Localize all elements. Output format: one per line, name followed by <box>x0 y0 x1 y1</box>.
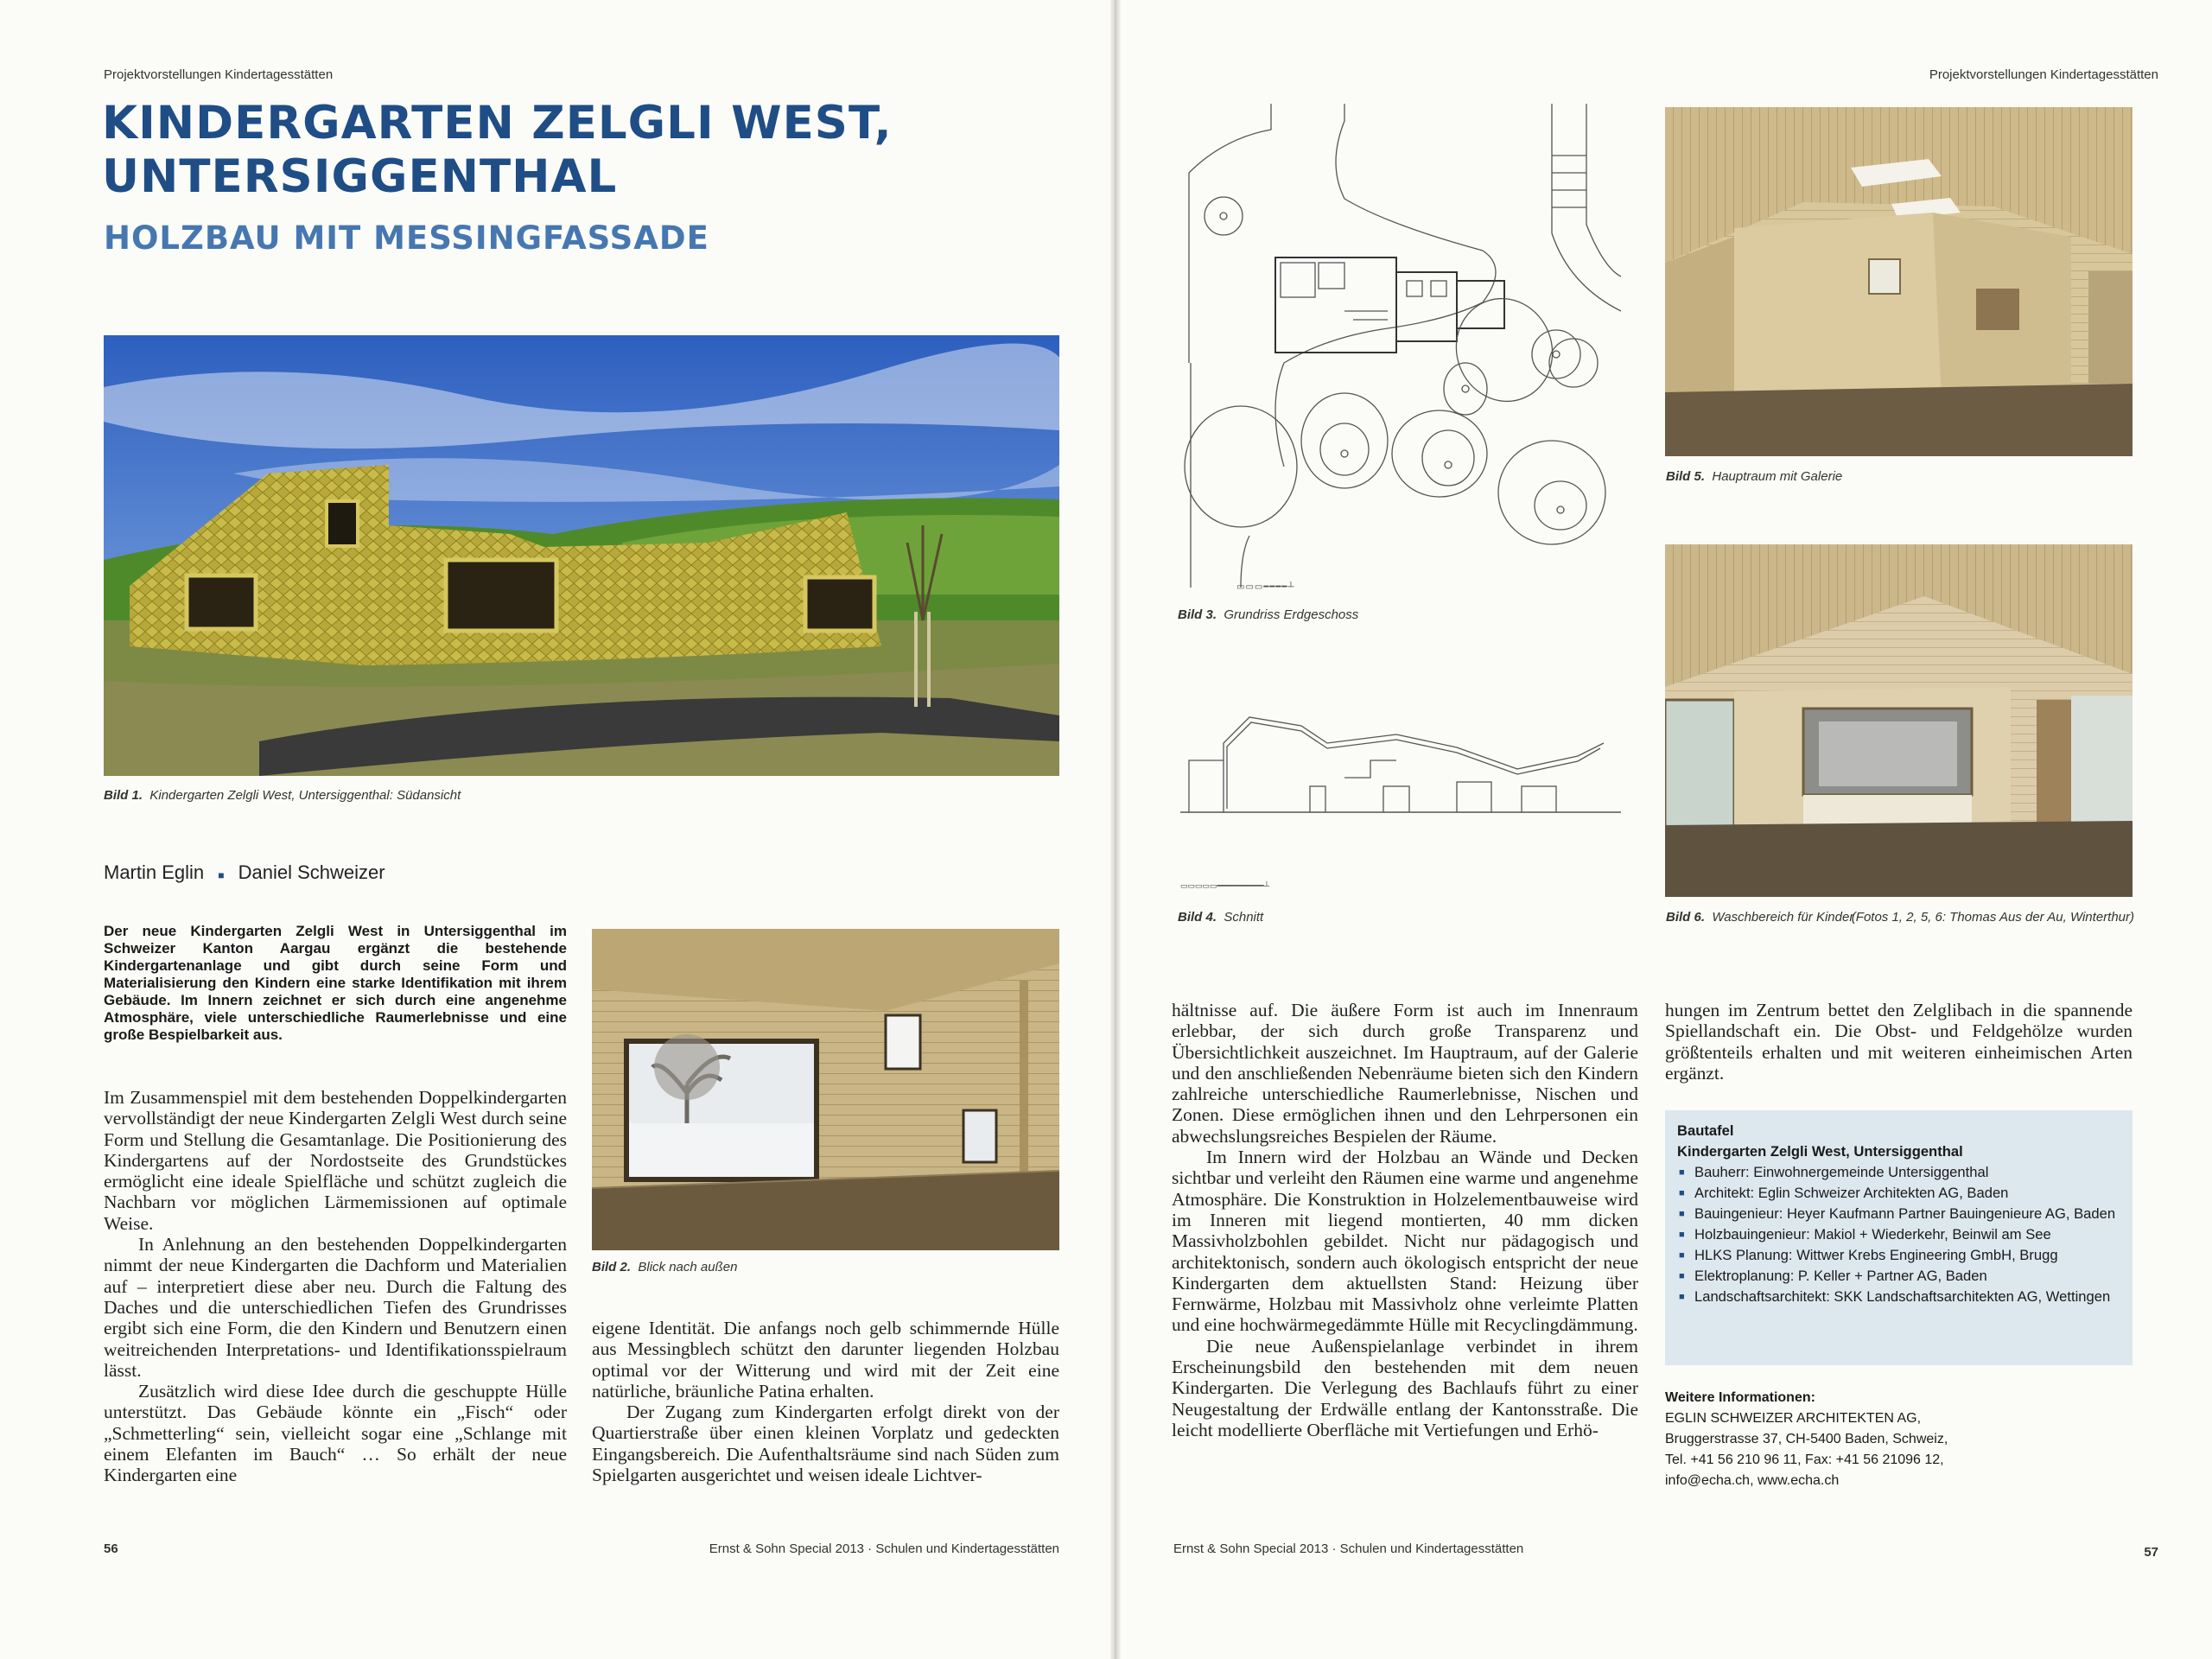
author-1: Martin Eglin <box>104 861 205 883</box>
page-footer: Ernst & Sohn Special 2013 · Schulen und Kindertagesstätten <box>709 1541 1059 1556</box>
photo-credit-text: (Fotos 1, 2, 5, 6: Thomas Aus der Au, Winterthur) <box>1851 910 2134 925</box>
article-title <box>102 97 893 204</box>
page-footer: Ernst & Sohn Special 2013 · Schulen und Kindertagesstätten <box>1173 1541 1524 1556</box>
paragraph: Zusätzlich wird diese Idee durch die geschuppte Hülle unterstützt. Das Gebäude könnte ein „Fisch“ oder „Schmetterling“ sein, vielleicht sogar eine „Schlange mit einem Elefanten im Bauch“ … So erhält der neue Kindergarten eine <box>104 1381 567 1486</box>
main-room-photo <box>1665 107 2133 456</box>
ground-floor-plan-image <box>1172 104 1621 588</box>
figure-5-label: Bild 5. <box>1666 469 1706 484</box>
page-number: 57 <box>2144 1545 2158 1560</box>
authors <box>104 861 385 884</box>
info-line: EGLIN SCHWEIZER ARCHITEKTEN AG, <box>1665 1411 1922 1426</box>
article-subtitle: HOLZBAU MIT MESSINGFASSADE <box>104 219 709 257</box>
right-page <box>1116 0 2212 1659</box>
list-item: ■ Holzbauingenieur: Makiol + Wiederkehr, Beinwil am See <box>1677 1224 2120 1245</box>
author-separator-icon: ■ <box>218 869 225 881</box>
title-line-1: KINDERGARTEN ZELGLI WEST, <box>102 97 893 149</box>
body-column-2 <box>1665 1000 2133 1084</box>
book-gutter <box>1110 0 1121 1659</box>
figure-1-caption <box>104 788 461 803</box>
page-number: 56 <box>104 1541 118 1556</box>
project-data-box <box>1665 1110 2133 1365</box>
project-data-heading: Bautafel <box>1677 1122 1734 1139</box>
building-section-image <box>1172 691 1621 821</box>
body-column-1 <box>104 1087 567 1486</box>
further-information <box>1665 1388 2133 1491</box>
photo-credit <box>1852 910 2134 925</box>
list-item: ■ HLKS Planung: Wittwer Krebs Engineering GmbH, Brugg <box>1677 1245 2120 1266</box>
list-item: ■ Elektroplanung: P. Keller + Partner AG, Baden <box>1677 1266 2120 1287</box>
paragraph: hältnisse auf. Die äußere Form ist auch im Innenraum erlebbar, der sich durch große Transparenz und Übersichtlichkeit auszeichnet. Im Hauptraum, auf der Galerie und den anschließenden Nebenräume bieten sich den Kindern zahlreiche unterschiedliche Raumerlebnisse, Nischen und Zonen. Diese ermöglichen ihnen und den Lehrpersonen ein abwechslungsreiches Bespielen der Räume. <box>1172 1000 1638 1147</box>
body-column-1 <box>1172 1000 1638 1440</box>
author-2: Daniel Schweizer <box>238 861 385 883</box>
figure-5-caption <box>1666 469 1842 484</box>
section-drawing <box>1172 691 1621 821</box>
figure-4-label: Bild 4. <box>1178 910 1217 925</box>
interior-window-photo <box>592 929 1059 1250</box>
paragraph: Die neue Außenspielanlage verbindet in ihrem Erscheinungsbild den bestehenden mit dem neuen Kindergarten. Die Verlegung des Bachlaufs führt zu einer Neugestaltung der Erdwälle entlang der Kantonsstraße. Die leicht modellierte Oberfläche mit Vertiefungen und Erhö- <box>1172 1335 1638 1440</box>
figure-2-caption <box>592 1260 737 1274</box>
paragraph: eigene Identität. Die anfangs noch gelb schimmernde Hülle aus Messingblech schützt den darunter liegenden Holzbau optimal vor der Witterung und wird mit der Zeit eine natürliche, bräunliche Patina erhalten. <box>592 1318 1059 1402</box>
project-data-title: Kindergarten Zelgli West, Untersiggenthal <box>1677 1143 1963 1160</box>
list-item: ■ Landschaftsarchitekt: SKK Landschaftsarchitekten AG, Wettingen <box>1677 1287 2120 1307</box>
paragraph: Im Innern wird der Holzbau an Wände und Decken sichtbar und verleiht den Räumen eine warme und angenehme Atmosphäre. Die Konstruktion in Holzelementbauweise wird im Inneren mit liegend montierten, 40 mm dicken Massivholzbohlen gebildet. Nicht nur pädagogisch und architektonisch, sondern auch ökologisch entspricht der neue Kindergarten dem aktuellsten Stand: Heizung über Fernwärme, Holzbau mit Massivholz ohne verleimte Platten und eine hochwärmegedämmte Hülle mit Recyclingdämmung. <box>1172 1147 1638 1336</box>
title-line-2: UNTERSIGGENTHAL <box>102 150 618 203</box>
exterior-photo <box>104 335 1059 776</box>
lead-paragraph: Der neue Kindergarten Zelgli West in Untersiggenthal im Schweizer Kanton Aargau ergänzt die bestehende Kindergartenanlage und gibt durch seine Form und Materialisierung den Kindern eine starke Identifikation mit ihrem Gebäude. Im Innern zeichnet er sich durch eine angenehme Atmosphäre, viele unterschiedliche Raumerlebnisse und eine große Bespielbarkeit aus. <box>104 923 567 1043</box>
paragraph: Der Zugang zum Kindergarten erfolgt direkt von der Quartierstraße über einen kleinen Vorplatz und gedeckten Eingangsbereich. Die Aufenthaltsräume sind nach Süden zum Spielgarten ausgerichtet und weisen ideale Lichtver- <box>592 1402 1059 1486</box>
body-column-2 <box>592 1318 1059 1485</box>
washing-area-photo <box>1665 544 2133 897</box>
figure-3-text: Grundriss Erdgeschoss <box>1224 607 1359 622</box>
section-header: Projektvorstellungen Kindertagesstätten <box>1929 67 2158 82</box>
section-scale-bar: ▭▭▭▭▭━━━━━━━━━━┴ <box>1180 881 1270 890</box>
figure-3-caption <box>1178 607 1358 622</box>
figure-3-label: Bild 3. <box>1178 607 1217 622</box>
paragraph: Im Zusammenspiel mit dem bestehenden Doppelkindergarten vervollständigt der neue Kindergarten Zelgli West durch seine Form und Stellung die Gesamtanlage. Die Positionierung des Kindergartens auf der Nordostseite des Grundstückes ermöglicht eine ideale Spielfläche und schützt zugleich die Nachbarn vor möglichen Lärmemissionen auf optimale Weise. <box>104 1087 567 1234</box>
figure-6-caption <box>1666 910 1853 925</box>
floor-plan-scale-bar: ▭▭▭━━━━┴ <box>1236 582 1295 592</box>
figure-4-caption <box>1178 910 1263 925</box>
info-heading: Weitere Informationen: <box>1665 1390 1815 1405</box>
figure-1-label: Bild 1. <box>104 788 143 803</box>
figure-6-label: Bild 6. <box>1666 910 1706 925</box>
paragraph: In Anlehnung an den bestehenden Doppelkindergarten nimmt der neue Kindergarten die Dachform und Materialien auf – interpretiert diese aber neu. Durch die Faltung des Daches und die unterschiedlichen Tiefen des Grundrisses ergibt sich eine Form, die den Kindern und Benutzern einen weitreichenden Interpretations- und Identifikationsspielraum lässt. <box>104 1234 567 1381</box>
figure-6-text: Waschbereich für Kinder <box>1712 910 1854 925</box>
list-item: ■ Bauherr: Einwohnergemeinde Untersiggenthal <box>1677 1162 2120 1183</box>
info-line: Bruggerstrasse 37, CH-5400 Baden, Schweiz, <box>1665 1432 1948 1446</box>
figure-1-text: Kindergarten Zelgli West, Untersiggenthal: Südansicht <box>149 788 461 803</box>
washing-area-image <box>1665 544 2133 897</box>
list-item: ■ Bauingenieur: Heyer Kaufmann Partner Bauingenieure AG, Baden <box>1677 1204 2120 1224</box>
section-header: Projektvorstellungen Kindertagesstätten <box>104 67 334 82</box>
main-room-gallery-image <box>1665 107 2133 456</box>
paragraph: hungen im Zentrum bettet den Zelglibach in die spannende Spiellandschaft ein. Die Obst- und Feldgehölze wurden größtenteils erhalten und mit weiteren einheimischen Arten ergänzt. <box>1665 1000 2133 1084</box>
info-line: Tel. +41 56 210 96 11, Fax: +41 56 21096 12, <box>1665 1452 1944 1467</box>
kindergarten-exterior-image <box>104 335 1059 776</box>
figure-2-label: Bild 2. <box>592 1260 632 1274</box>
figure-5-text: Hauptraum mit Galerie <box>1712 469 1843 484</box>
info-line: info@echa.ch, www.echa.ch <box>1665 1473 1840 1488</box>
list-item: ■ Architekt: Eglin Schweizer Architekten AG, Baden <box>1677 1183 2120 1204</box>
figure-4-text: Schnitt <box>1224 910 1264 925</box>
figure-2-text: Blick nach außen <box>638 1260 738 1274</box>
view-outside-image <box>592 929 1059 1250</box>
project-data-list <box>1677 1162 2120 1307</box>
floor-plan-drawing <box>1172 104 1621 588</box>
